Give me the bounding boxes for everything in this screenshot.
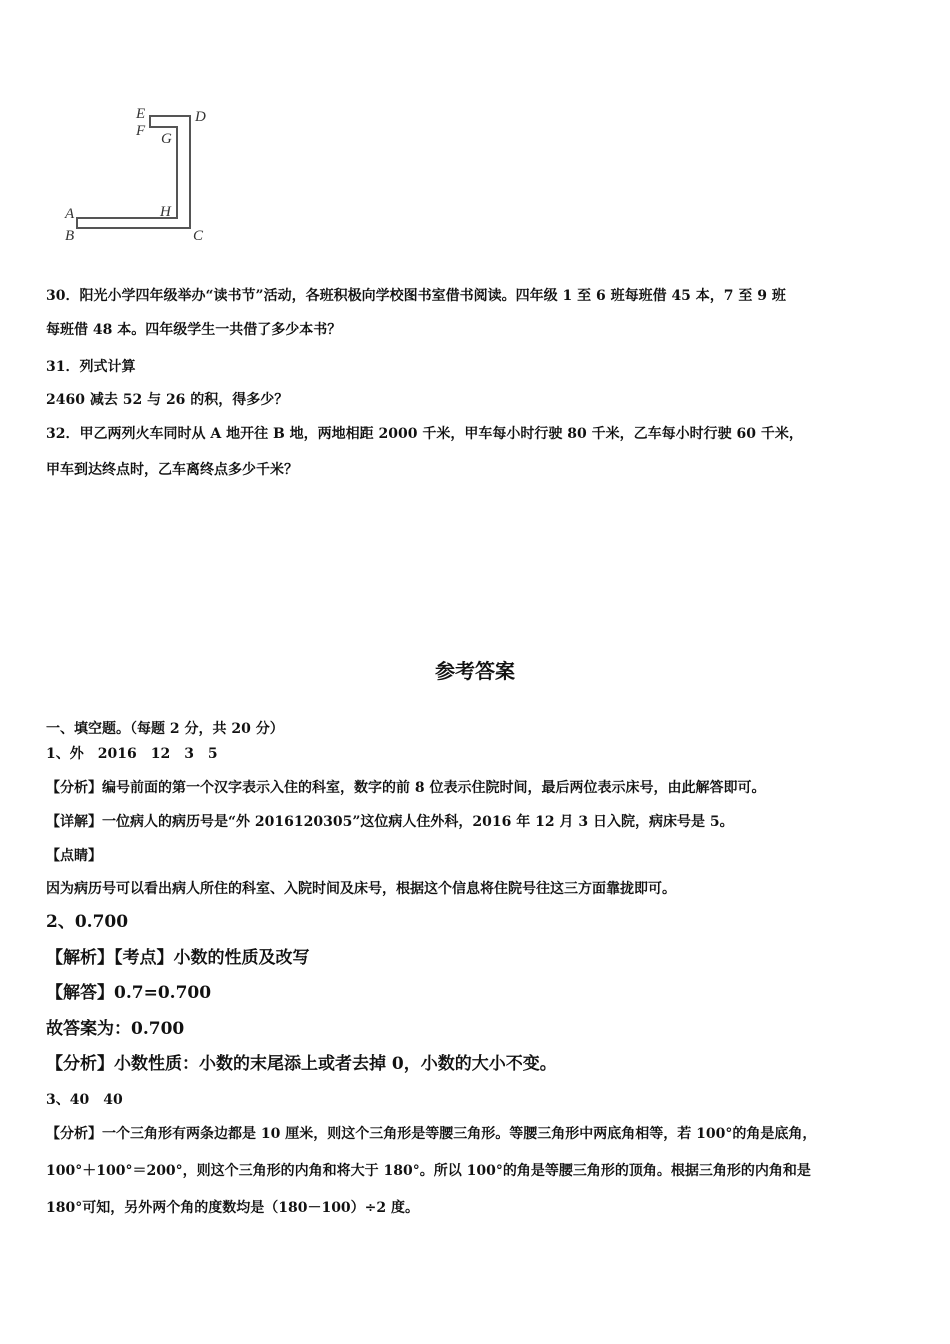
answer-1-detail: 【详解】一位病人的病历号是“外 2016120305”这位病人住外科，2016 年 12 月 3 日入院，病床号是 5。 [46, 814, 734, 830]
answer-3-line1: 【分析】一个三角形有两条边都是 10 厘米，则这个三角形是等腰三角形。等腰三角形中两底角相等，若 100°的角是底角， [46, 1126, 817, 1142]
answer-1-analysis: 【分析】编号前面的第一个汉字表示入住的科室，数字的前 8 位表示住院时间，最后两位表示床号，由此解答即可。 [46, 780, 766, 796]
question-31-line2: 2460 减去 52 与 26 的积，得多少？ [46, 392, 289, 408]
question-31-line1: 31．列式计算 [46, 359, 136, 375]
label-a: A [65, 206, 75, 222]
label-e: E [136, 106, 146, 122]
question-30-line1: 30．阳光小学四年级举办“读书节”活动，各班积极向学校图书室借书阅读。四年级 1 至 6 班每班借 45 本，7 至 9 班 [46, 288, 786, 304]
label-d: D [195, 109, 206, 125]
answers-title: 参考答案 [435, 659, 515, 683]
label-h: H [160, 204, 171, 220]
question-32-line2: 甲车到达终点时，乙车离终点多少千米？ [46, 462, 298, 478]
answer-1-point-label: 【点睛】 [46, 848, 102, 864]
label-f: F [136, 123, 146, 139]
answer-2-result: 故答案为：0.700 [46, 1019, 185, 1039]
answer-3-line3: 180°可知，另外两个角的度数均是（180－100）÷2 度。 [46, 1200, 420, 1216]
answer-2-analysis: 【分析】小数性质：小数的末尾添上或者去掉 0，小数的大小不变。 [46, 1054, 557, 1074]
label-c: C [193, 228, 204, 244]
answer-2-head: 2、0.700 [46, 912, 129, 932]
section-heading: 一、填空题。（每题 2 分，共 20 分） [46, 721, 284, 737]
label-g: G [161, 131, 172, 147]
l-shape-figure [0, 0, 260, 260]
answer-2-solve: 【解答】0.7=0.700 [46, 983, 212, 1003]
question-32-line1: 32．甲乙两列火车同时从 A 地开往 B 地，两地相距 2000 千米，甲车每小时行驶 80 千米，乙车每小时行驶 60 千米， [46, 426, 803, 442]
figure-outline [77, 116, 190, 228]
answer-1-point: 因为病历号可以看出病人所住的科室、入院时间及床号，根据这个信息将住院号往这三方面靠拢即可。 [46, 881, 676, 897]
answer-1-head: 1、外 2016 12 3 5 [46, 746, 218, 762]
answer-3-head: 3、40 40 [46, 1092, 123, 1108]
label-b: B [65, 228, 75, 244]
answer-2-parse: 【解析】【考点】小数的性质及改写 [46, 948, 310, 968]
answer-3-line2: 100°＋100°＝200°，则这个三角形的内角和将大于 180°。所以 100°的角是等腰三角形的顶角。根据三角形的内角和是 [46, 1163, 811, 1179]
question-30-line2: 每班借 48 本。四年级学生一共借了多少本书？ [46, 322, 342, 338]
